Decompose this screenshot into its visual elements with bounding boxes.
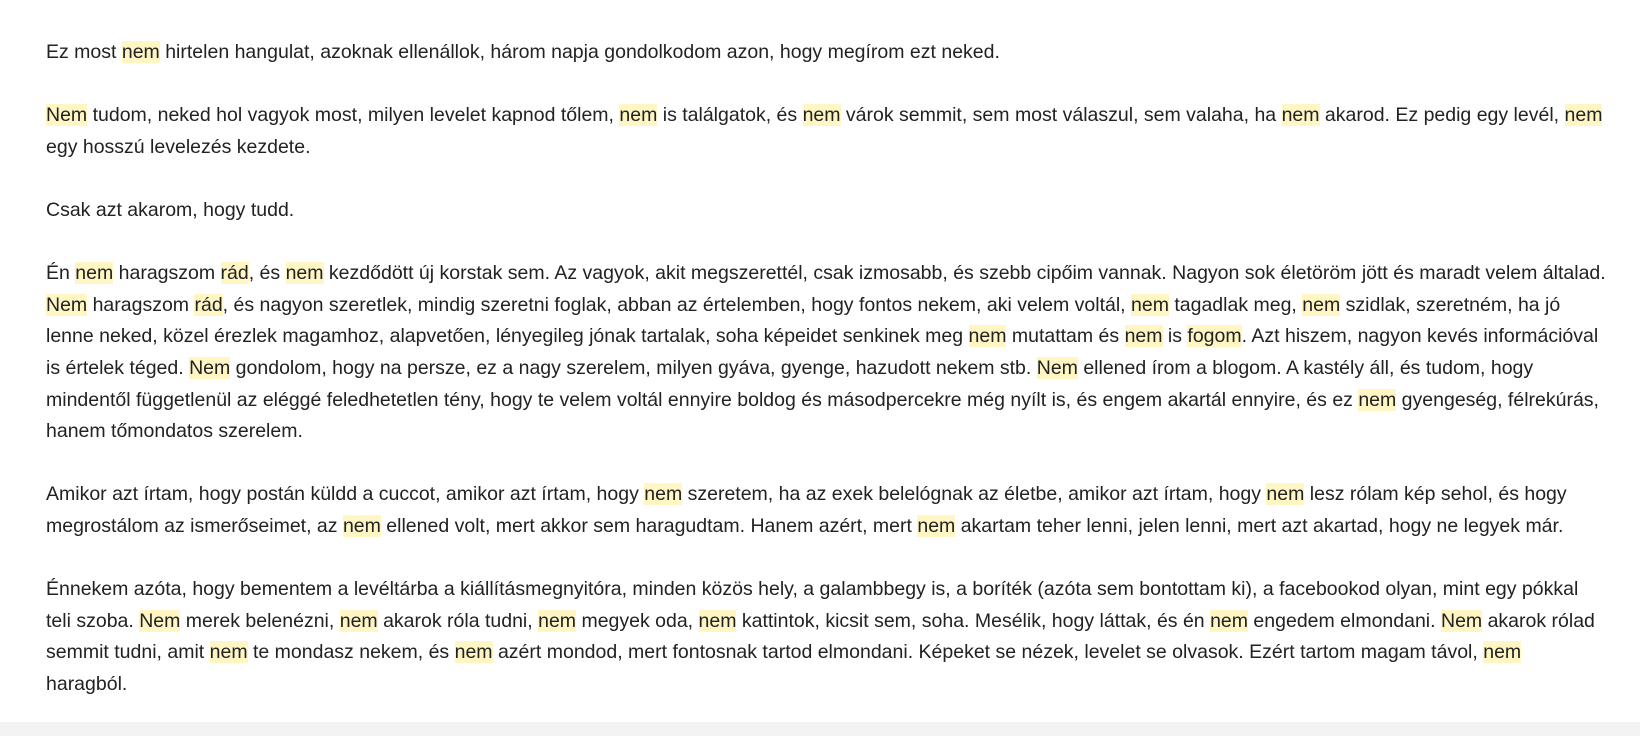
text-segment: haragból. (46, 672, 128, 695)
text-segment: megyek oda, (576, 609, 699, 632)
text-segment: , és (248, 262, 286, 285)
search-highlight: nem (644, 483, 683, 506)
search-highlight: Nem (1036, 356, 1078, 379)
search-highlight: nem (454, 641, 493, 664)
search-highlight: nem (121, 41, 160, 63)
text-segment: Ez most (46, 41, 122, 63)
search-highlight: nem (339, 609, 378, 632)
paragraph-5 (46, 479, 1606, 542)
search-highlight: nem (698, 609, 737, 632)
text-segment: hirtelen hangulat, azoknak ellenállok, három napja gondolkodom azon, hogy megírom ezt neked. (159, 41, 1000, 63)
text-segment: kattintok, kicsit sem, soha. Mesélik, hogy láttak, és én (736, 609, 1211, 632)
paragraph-3 (46, 195, 1606, 227)
text-segment: azért mondod, mert fontosnak tartod elmondani. Képeket se nézek, levelet se olvasok. Ezért tartom magam távol, (492, 641, 1484, 664)
text-segment: Én (46, 262, 76, 285)
paragraph-6 (46, 574, 1606, 700)
text-segment: Amikor azt írtam, hogy postán küldd a cuccot, amikor azt írtam, hogy (46, 483, 645, 506)
text-segment: szeretem, ha az exek belelógnak az életbe, amikor azt írtam, hogy (682, 483, 1267, 506)
text-segment: lesz rólam kép sehol, és hogy megrostálom az ismerőseimet, az (46, 483, 1567, 537)
text-segment: szidlak, szeretném, ha jó lenne neked, közel érezlek magamhoz, alapvetően, lényegileg jónak tartalak, soha képeidet senkinek meg (46, 293, 1561, 348)
text-segment: haragszom (113, 262, 221, 285)
search-highlight: nem (1210, 609, 1249, 632)
text-segment: tagadlak meg, (1168, 293, 1303, 316)
text-segment: gondolom, hogy na persze, ez a nagy szerelem, milyen gyáva, gyenge, hazudott nekem stb. (230, 356, 1037, 379)
text-segment: Énnekem azóta, hogy bementem a levéltárba a kiállításmegnyitóra, minden közös hely, a galambbegy is, a boríték (azóta sem bontottam ki), a facebookod olyan, mint egy pókkal teli szoba. (46, 578, 1579, 632)
text-segment: mutattam és (1006, 325, 1125, 348)
bottom-edge-shade (0, 722, 1640, 736)
text-segment: akarok rólad semmit tudni, amit (46, 609, 1595, 664)
text-segment: kezdődött új korstak sem. Az vagyok, akit megszerettél, csak izmosabb, és szebb cipőim vannak. Nagyon sok életöröm jött és maradt velem általad. (323, 262, 1606, 285)
text-segment: , és nagyon szeretlek, mindig szeretni foglak, abban az értelemben, hogy fontos nekem, aki velem voltál, (222, 293, 1131, 316)
search-highlight: nem (342, 514, 381, 537)
search-highlight: Nem (189, 356, 231, 379)
text-segment: tudom, neked hol vagyok most, milyen levelet kapnod tőlem, (87, 104, 620, 127)
search-highlight: Nem (139, 609, 181, 632)
search-highlight: fogom (1187, 325, 1242, 348)
search-highlight: nem (75, 262, 114, 285)
text-segment: is (1162, 325, 1188, 348)
text-segment: Csak azt akarom, hogy tudd. (46, 198, 295, 221)
search-highlight: nem (1124, 325, 1163, 348)
search-highlight: nem (1358, 388, 1397, 411)
search-highlight: nem (1266, 483, 1305, 506)
text-segment: haragszom (87, 293, 195, 316)
search-highlight: nem (619, 104, 658, 127)
text-segment: ellened írom a blogom. A kastély áll, és tudom, hogy mindentől függetlenül az eléggé feledhetetlen tény, hogy te velem voltál ennyire boldog és másodpercekre még nyílt is, és engem akartál ennyire, és ez (46, 356, 1534, 411)
letter-document (46, 37, 1606, 700)
text-segment: várok semmit, sem most válaszul, sem valaha, ha (840, 104, 1282, 127)
text-segment: te mondasz nekem, és (247, 641, 455, 664)
text-segment: ellened volt, mert akkor sem haragudtam. Hanem azért, mert (380, 514, 918, 537)
search-highlight: Nem (46, 293, 88, 316)
search-highlight: Nem (46, 104, 88, 127)
search-highlight: nem (802, 104, 841, 127)
text-segment: engedem elmondani. (1248, 609, 1441, 632)
paragraph-1 (46, 37, 1606, 69)
text-segment: egy hosszú levelezés kezdete. (46, 135, 311, 158)
search-highlight: nem (538, 609, 577, 632)
search-highlight: nem (917, 514, 956, 537)
search-highlight: nem (1131, 293, 1169, 316)
search-highlight: nem (1281, 104, 1320, 127)
search-highlight: nem (209, 641, 248, 664)
paragraph-2 (46, 100, 1606, 163)
search-highlight: nem (1483, 641, 1522, 664)
search-highlight: nem (285, 262, 324, 285)
search-highlight: nem (1302, 293, 1341, 316)
search-highlight: Nem (1440, 609, 1483, 632)
search-highlight: rád (220, 262, 249, 285)
text-segment: akarok róla tudni, (377, 609, 539, 632)
text-segment: gyengeség, félrekúrás, hanem tőmondatos szerelem. (46, 388, 1599, 443)
text-segment: merek belenézni, (180, 609, 340, 632)
text-segment: . Azt hiszem, nagyon kevés információval is értelek téged. (46, 325, 1599, 379)
text-segment: akarod. Ez pedig egy levél, (1319, 104, 1565, 127)
search-highlight: rád (194, 293, 223, 316)
text-segment: is találgatok, és (657, 104, 803, 127)
paragraph-4 (46, 258, 1606, 448)
search-highlight: nem (968, 325, 1007, 348)
text-segment: akartam teher lenni, jelen lenni, mert azt akartad, hogy ne legyek már. (955, 514, 1564, 537)
search-highlight: nem (1564, 104, 1603, 127)
